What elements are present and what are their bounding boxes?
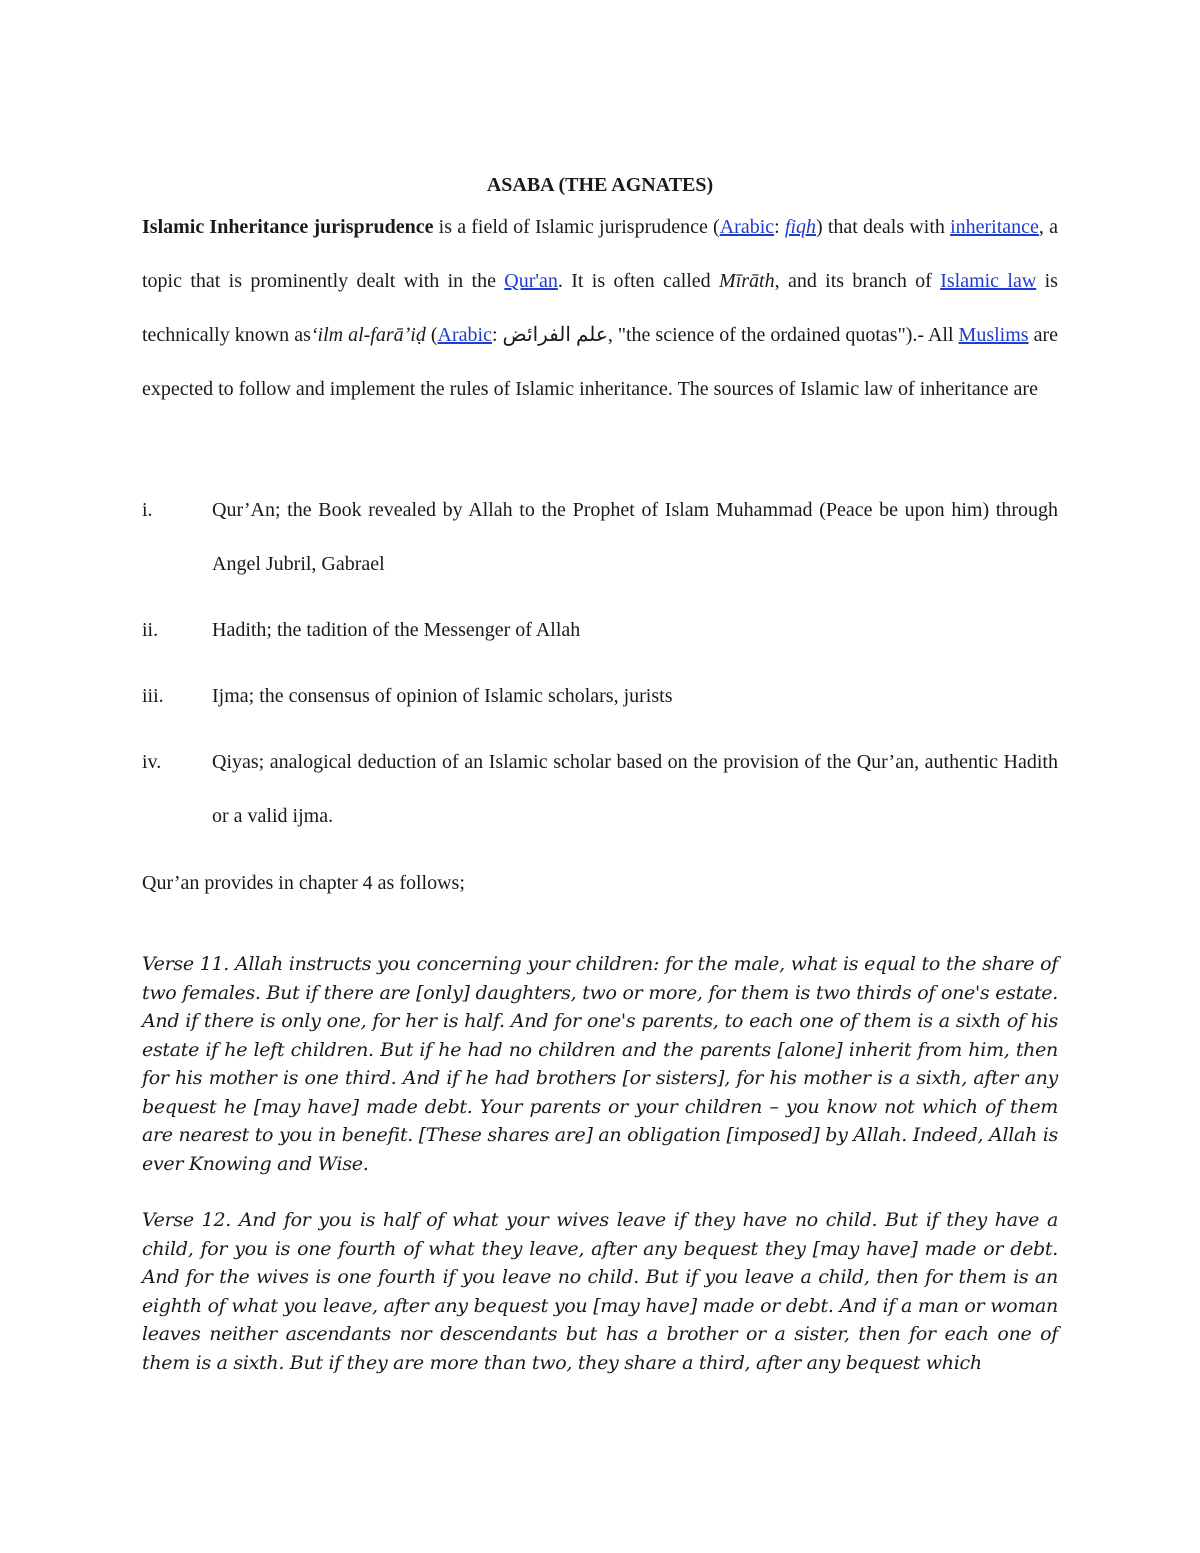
bold-lead: Islamic Inheritance jurisprudence xyxy=(142,216,434,238)
list-item-number: ii. xyxy=(142,619,159,641)
page-title: ASABA (THE AGNATES) xyxy=(486,174,714,196)
verse-11: Verse 11. Allah instructs you concerning your children: for the male, what is equal to the share of two females. But if there are [only] daughters, two or more, for them is two thirds of one's estate. And if there is only one, for her is half. And for one's parents, to each one of them is a sixth of his estate if he left children. But if he had no children and the parents [alone] inherit from him, then for his mother is one third. And if he had brothers [or sisters], for his mother is a sixth, after any bequest he [may have] made debt. Your parents or your children – you know not which of them are nearest to you in benefit. [These shares are] an obligation [imposed] by Allah. Indeed, Allah is ever Knowing and Wise. xyxy=(142,953,1058,1175)
intro-paragraph xyxy=(142,200,1058,416)
list-item xyxy=(142,603,1058,657)
intro-text-4: , a topic that is prominently dealt with in the xyxy=(142,216,1058,292)
link-arabic-2[interactable]: Arabic xyxy=(437,324,492,346)
arabic-term: علم الفرائض xyxy=(502,324,608,346)
intro-text-8: ( xyxy=(425,324,438,346)
link-arabic[interactable]: Arabic xyxy=(719,216,775,238)
link-muslims[interactable]: Muslims xyxy=(958,324,1029,346)
list-item-number: i. xyxy=(142,499,153,521)
intro-text-3: ) that deals with xyxy=(816,216,951,238)
link-inheritance[interactable]: inheritance xyxy=(950,216,1039,238)
list-item-text: Qur’An; the Book revealed by Allah to the Prophet of Islam Muhammad (Peace be upon him) through Angel Jubril, Gabrael xyxy=(212,499,1058,575)
verse-12: Verse 12. And for you is half of what your wives leave if they have no child. But if they have a child, for you is one fourth of what they leave, after any bequest they [may have] made or debt. And for the wives is one fourth if you leave no child. But if you leave a child, then for them is an eighth of what you leave, after any bequest you [may have] made or debt. And if a man or woman leaves neither ascendants nor descendants but has a brother or a sister, then for each one of them is a sixth. But if they are more than two, they share a third, after any bequest which xyxy=(142,1209,1058,1374)
term-mirath: Mīrāth xyxy=(719,270,775,292)
list-item-text: Ijma; the consensus of opinion of Islamic scholars, jurists xyxy=(212,685,673,707)
list-item xyxy=(142,735,1058,843)
list-item xyxy=(142,669,1058,723)
link-islamic-law[interactable]: Islamic law xyxy=(940,270,1037,292)
list-item-number: iv. xyxy=(142,751,162,773)
list-item-text: Qiyas; analogical deduction of an Islamic scholar based on the provision of the Qur’an, authentic Hadith or a valid ijma. xyxy=(212,751,1058,827)
intro-text-2: : xyxy=(774,216,785,238)
intro-text-9: : xyxy=(491,324,503,346)
list-item-number: iii. xyxy=(142,685,164,707)
list-item-text: Hadith; the tadition of the Messenger of Allah xyxy=(212,619,581,641)
chapter-line: Qur’an provides in chapter 4 as follows; xyxy=(142,872,465,894)
intro-text-11: are expected to follow and implement the rules of Islamic inheritance. The sources of Islamic law of inheritance are xyxy=(142,324,1058,400)
intro-text-1: is a field of Islamic jurisprudence ( xyxy=(433,216,720,238)
link-quran[interactable]: Qur'an xyxy=(504,270,558,292)
intro-text-5: . It is often called xyxy=(557,270,720,292)
term-ilm-al-faraid: ʻilm al-farāʼiḍ xyxy=(310,324,426,346)
sources-list xyxy=(142,483,1058,843)
list-item xyxy=(142,483,1058,591)
intro-text-10: , "the science of the ordained quotas").- All xyxy=(607,324,959,346)
intro-text-6: , and its branch of xyxy=(774,270,941,292)
intro-text-7: is technically known as xyxy=(142,270,1058,346)
link-fiqh[interactable]: fiqh xyxy=(784,216,817,238)
